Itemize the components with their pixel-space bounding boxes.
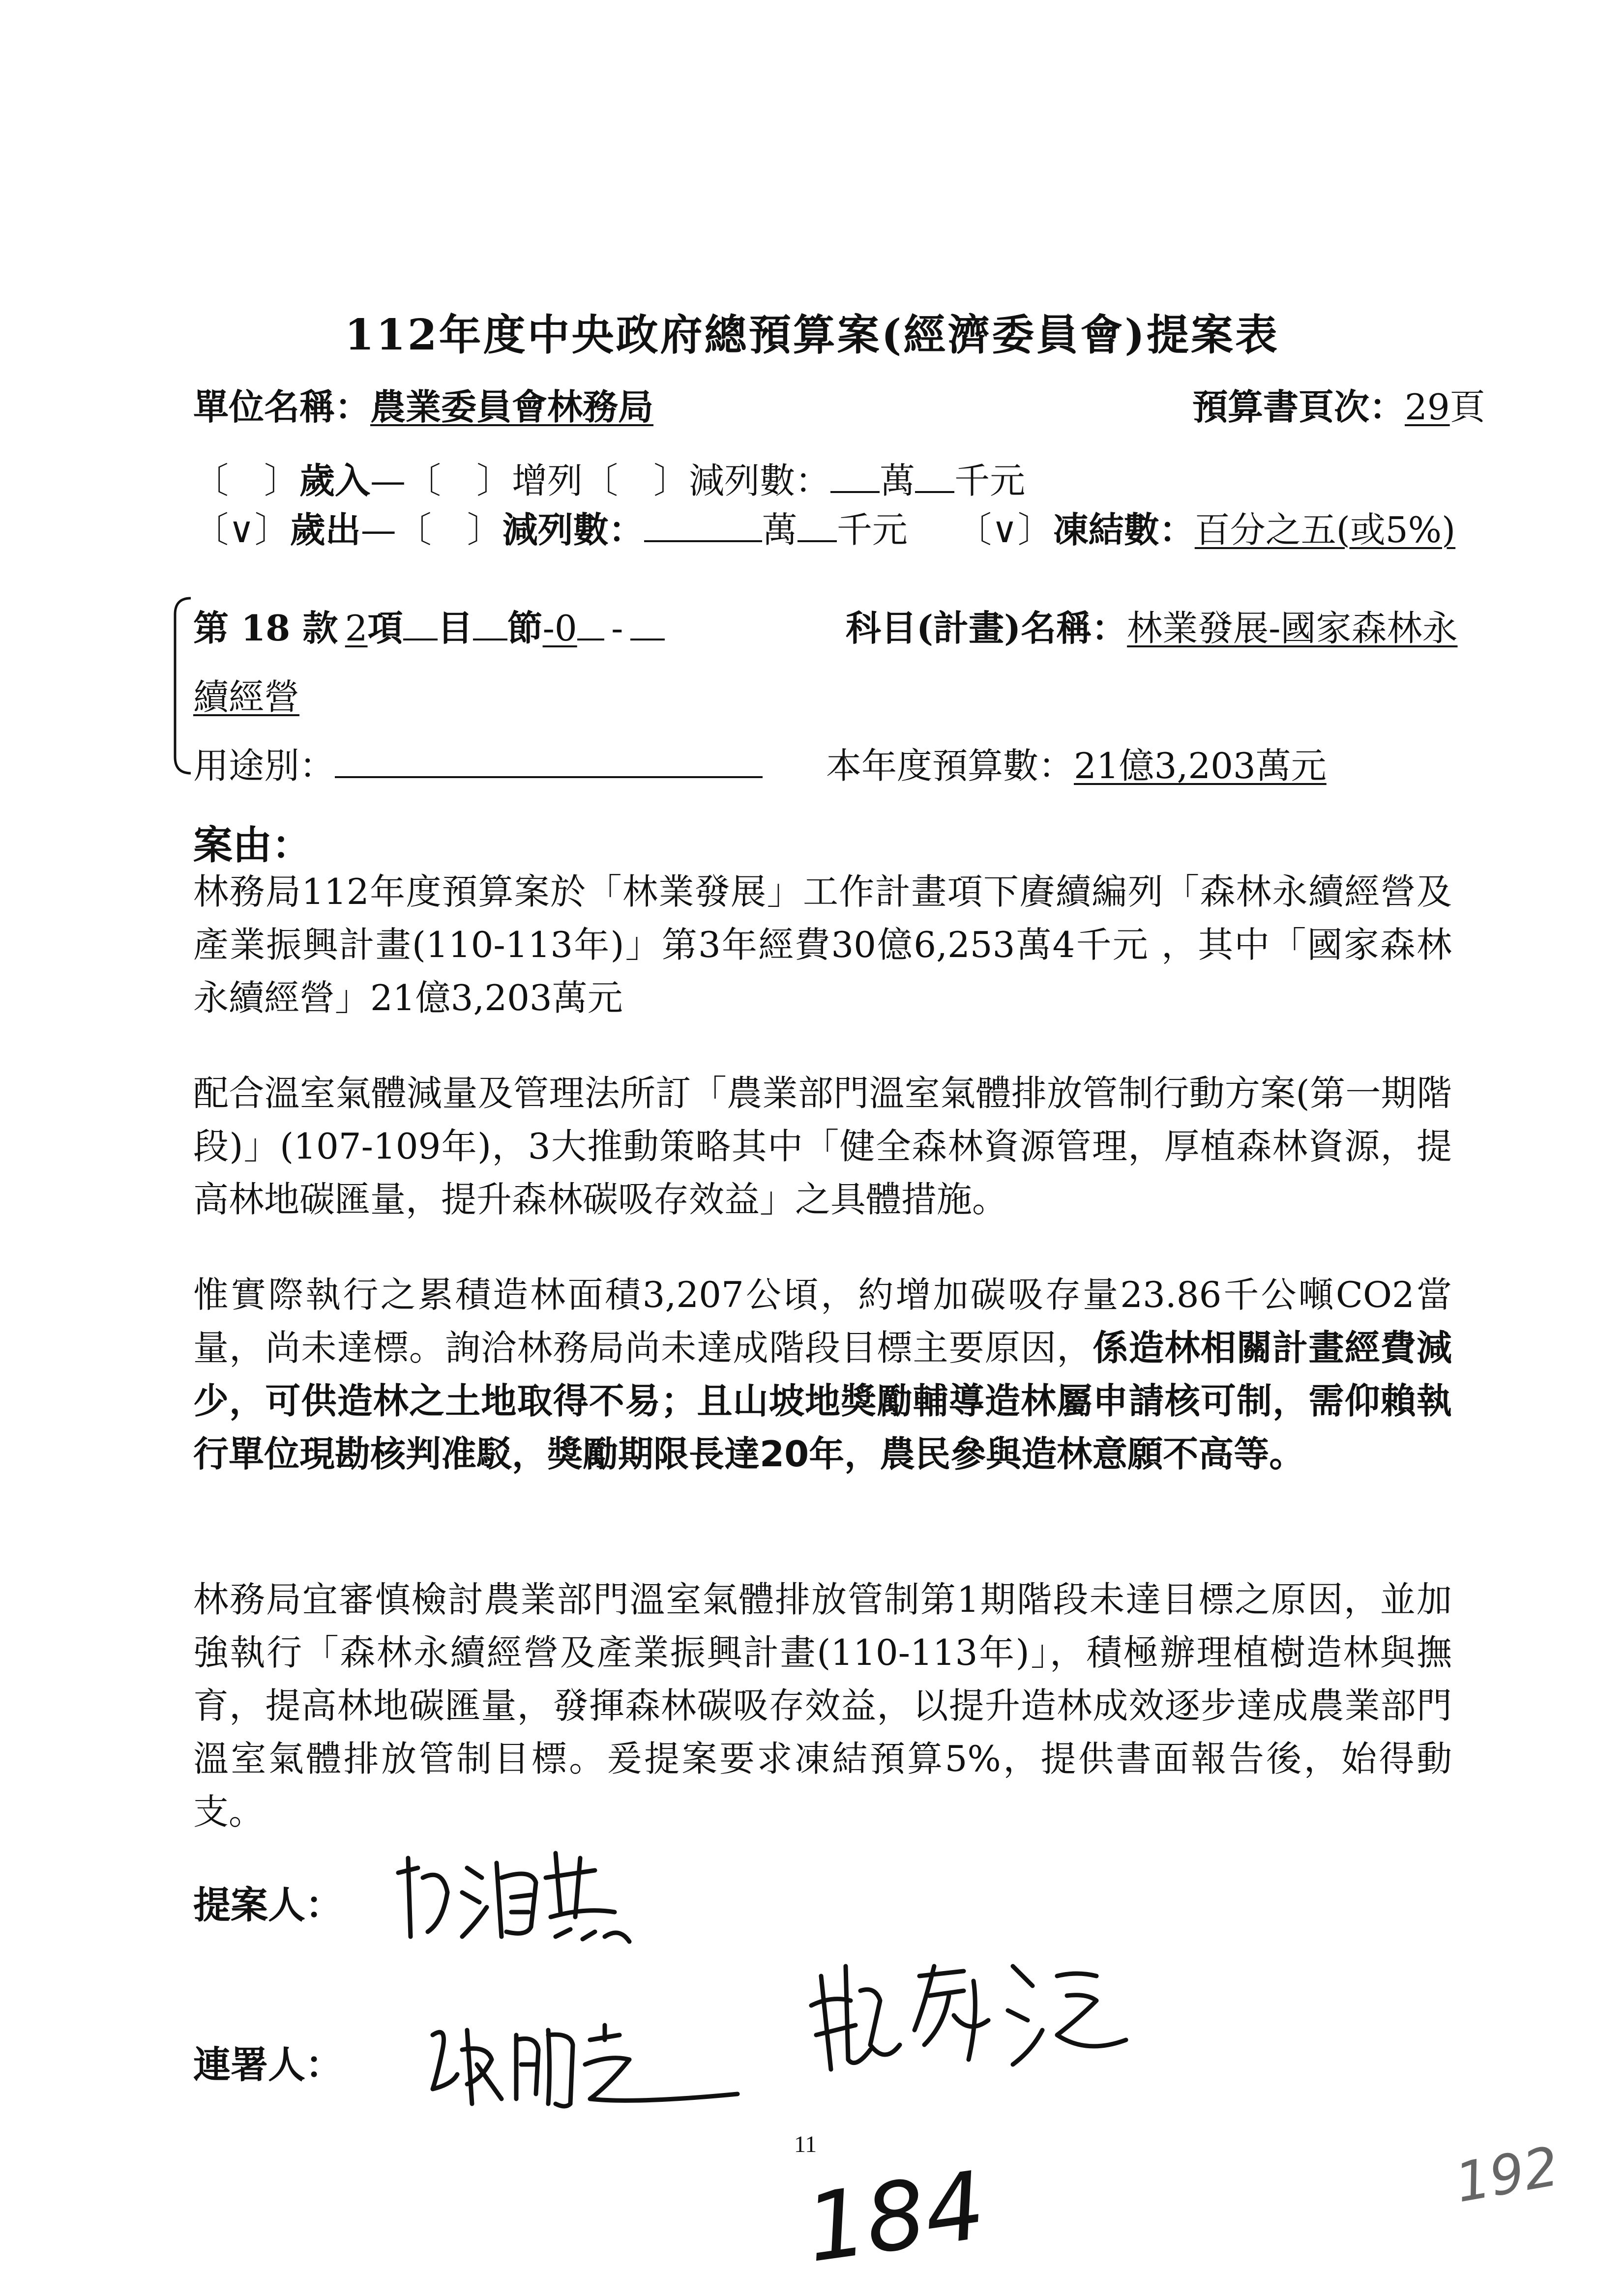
cosigner-label: 連署人： <box>193 2043 343 2087</box>
code: -0 <box>542 608 577 649</box>
bracket-close: 〕 <box>653 460 689 501</box>
wan-unit: 萬 <box>880 460 915 501</box>
bracket-close: 〕 <box>476 460 512 501</box>
page-ref-value: 29 <box>1405 386 1450 428</box>
proposer-signature <box>388 1838 644 1966</box>
subject-value-cont: 續經營 <box>193 676 300 718</box>
paragraph-2: 配合溫室氣體減量及管理法所訂「農業部門溫室氣體排放管制行動方案(第一期階段)」(107-109年)，3大推動策略其中「健全森林資源管理，厚植森林資源，提高林地碳匯量，提升森林碳吸存效益」之具體措施。 <box>193 1073 1452 1220</box>
dash: — <box>360 509 396 551</box>
document-title: 112年度中央政府總預算案(經濟委員會)提案表 <box>345 310 1279 360</box>
dash: — <box>370 460 406 501</box>
page-ref <box>1192 378 1485 430</box>
unit-label: 單位名稱： <box>193 386 371 428</box>
checkmark: ∨ <box>229 509 255 551</box>
bracket-open: 〔 <box>396 509 432 551</box>
budget-value: 21億3,203萬元 <box>1074 745 1327 786</box>
wan-unit: 萬 <box>762 509 797 551</box>
handwritten-number-corner: 192 <box>1450 2134 1564 2215</box>
unit-row <box>193 378 653 430</box>
paragraph-3-text: 惟實際執行之累積造林面積3,207公頃，約增加碳吸存量23.86千公噸CO2當量，尚未達標。詢洽林務局尚未達成階段目標主要原因， <box>193 1274 1452 1368</box>
proposer-label: 提案人： <box>193 1883 343 1927</box>
subject-continuation <box>193 668 299 720</box>
purpose-field <box>193 737 763 788</box>
mu-blank <box>403 609 438 640</box>
cosigner-signature-2 <box>801 1947 1136 2094</box>
bracket-open: 〔 <box>406 460 442 501</box>
budget-field <box>826 737 1327 788</box>
paragraph-4: 林務局宜審慎檢討農業部門溫室氣體排放管制第1期階段未達目標之原因，並加強執行「森林永續經營及產業振興計畫(110-113年)」，積極辦理植樹造林與撫育，提高林地碳匯量，發揮森林碳吸存效益，以提升造林成效逐步達成農業部門溫室氣體排放管制目標。爰提案要求凍結預算5%，提供書面報告後，始得動支。 <box>193 1579 1452 1832</box>
bracket-open: 〔 <box>583 460 619 501</box>
code-blank-2 <box>630 609 665 640</box>
qian-blank <box>915 462 954 493</box>
checkmark: ∨ <box>992 509 1018 551</box>
xiang-label: 項 <box>367 607 403 649</box>
wan-blank <box>644 511 762 542</box>
bracket-close: 〕 <box>254 509 290 551</box>
bracket-close: 〕 <box>1017 509 1053 551</box>
expense-line <box>193 501 908 552</box>
freeze-label: 凍結數： <box>1053 509 1195 551</box>
cosigner-signature-1 <box>423 2005 747 2119</box>
revenue-label: 歲入 <box>299 460 371 501</box>
bracket-close: 〕 <box>264 460 300 501</box>
qian-blank <box>797 511 837 542</box>
bracket-open: 〔 <box>956 509 992 551</box>
bracket-open: 〔 <box>193 509 229 551</box>
jie-blank <box>473 609 507 640</box>
bracket-close: 〕 <box>467 509 502 551</box>
code-blank <box>577 609 604 640</box>
page-number: 11 <box>794 2131 817 2157</box>
expense-label: 歲出 <box>290 509 361 551</box>
purpose-blank <box>335 747 763 778</box>
paragraph-3 <box>193 1268 1452 1481</box>
left-brace <box>166 592 196 779</box>
unit-value: 農業委員會林務局 <box>370 386 654 428</box>
freeze-value: 百分之五(或5%) <box>1194 509 1456 551</box>
qian-unit: 千元 <box>836 509 908 551</box>
increase-label: 增列 <box>512 460 583 501</box>
mu-label: 目 <box>437 607 473 649</box>
subject-field <box>846 600 1457 651</box>
paragraph-1: 林務局112年度預算案於「林業發展」工作計畫項下賡續編列「森林永續經營及產業振興計畫(110-113年)」第3年經費30億6,253萬4千元 ，其中「國家森林永續經營」21億3,203萬元 <box>193 871 1452 1018</box>
hyphen: - <box>611 608 623 649</box>
item-line <box>193 600 665 651</box>
purpose-label: 用途別： <box>193 745 335 786</box>
budget-label: 本年度預算數： <box>826 745 1074 786</box>
decrease-label: 減列數： <box>689 460 831 501</box>
freeze-field <box>956 501 1455 552</box>
kuan: 第 18 款 <box>193 607 338 649</box>
reason-heading: 案由： <box>193 822 311 868</box>
qian-unit: 千元 <box>954 460 1026 501</box>
subject-label: 科目(計畫)名稱： <box>846 607 1127 649</box>
xiang-number: 2 <box>345 608 368 649</box>
wan-blank <box>830 462 880 493</box>
handwritten-number-main: 184 <box>799 2151 992 2284</box>
expense-decrease-label: 減列數： <box>502 509 644 551</box>
revenue-line <box>193 452 1025 503</box>
paragraph-3-bold: 係造林相關計畫經費減少，可供造林之土地取得不易；且山坡地獎勵輔導造林屬申請核可制，需仰賴執行單位現勘核判准駁，獎勵期限長達20年，農民參與造林意願不高等。 <box>193 1327 1452 1475</box>
jie-label: 節 <box>507 607 543 649</box>
bracket-open: 〔 <box>193 460 229 501</box>
page-ref-suffix: 頁 <box>1449 386 1485 428</box>
page-ref-label: 預算書頁次： <box>1192 386 1405 428</box>
subject-value: 林業發展-國家森林永 <box>1127 608 1458 649</box>
